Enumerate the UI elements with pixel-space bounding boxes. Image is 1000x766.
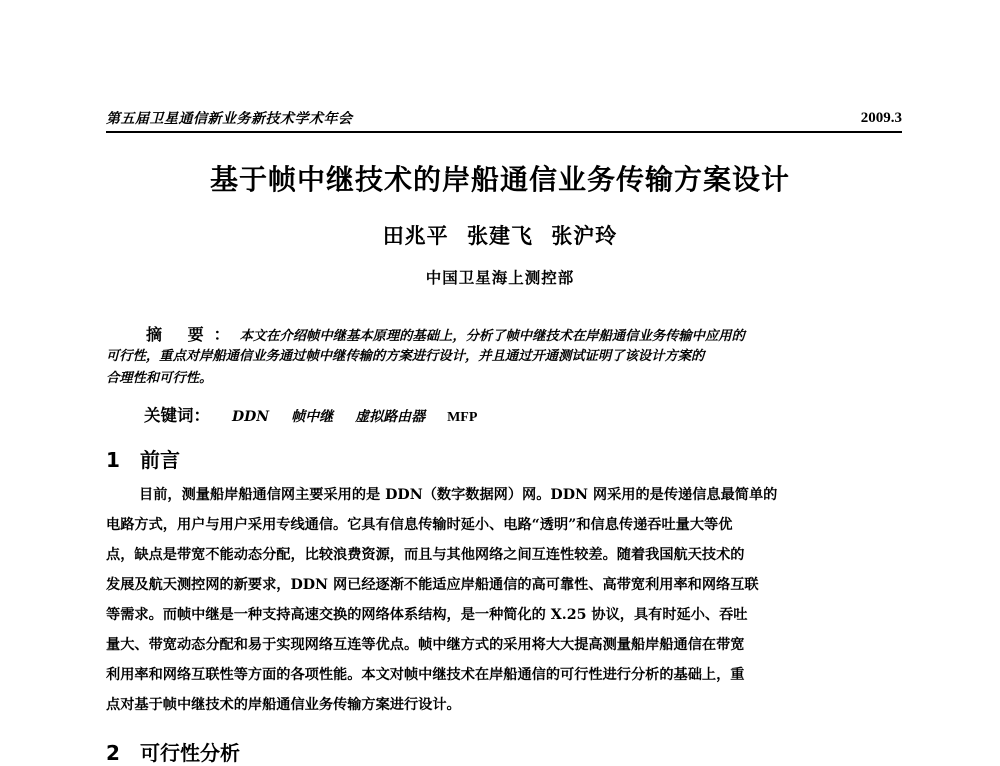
keywords bbox=[144, 402, 477, 426]
section-number: 2 bbox=[106, 741, 120, 765]
abstract bbox=[106, 324, 902, 390]
abstract-label: 摘 要： bbox=[146, 325, 240, 344]
running-header-conference: 第五届卫星通信新业务新技术学术年会 bbox=[106, 111, 353, 127]
abstract-line: 可行性，重点对岸船通信业务通过帧中继传输的方案进行设计，并且通过开通测试证明了该设计方案的 bbox=[106, 349, 705, 364]
section-heading-feasibility bbox=[106, 737, 240, 766]
abstract-line: 合理性和可行性。 bbox=[106, 371, 213, 386]
keyword: MFP bbox=[447, 410, 478, 425]
keyword: 帧中继 bbox=[291, 409, 334, 425]
section-body-introduction bbox=[106, 480, 902, 720]
body-line: 发展及航天测控网的新要求，DDN 网已经逐渐不能适应岸船通信的高可靠性、高带宽利用率和网络互联 bbox=[106, 577, 759, 593]
keyword: DDN bbox=[232, 409, 270, 425]
paper-authors: 田兆平 张建飞 张沪玲 bbox=[382, 223, 618, 248]
body-line: 点对基于帧中继技术的岸船通信业务传输方案进行设计。 bbox=[106, 697, 461, 713]
body-line: 利用率和网络互联性等方面的各项性能。本文对帧中继技术在岸船通信的可行性进行分析的基础上，重 bbox=[106, 667, 745, 683]
body-line: 点，缺点是带宽不能动态分配，比较浪费资源，而且与其他网络之间互连性较差。随着我国航天技术的 bbox=[106, 547, 745, 563]
body-line: 等需求。而帧中继是一种支持高速交换的网络体系结构，是一种简化的 X.25 协议，具有时延小、吞吐 bbox=[106, 607, 748, 623]
keywords-label: 关键词： bbox=[144, 406, 210, 425]
running-header-date: 2009.3 bbox=[860, 110, 902, 126]
body-line: 量大、带宽动态分配和易于实现网络互连等优点。帧中继方式的采用将大大提高测量船岸船通信在带宽 bbox=[106, 637, 745, 653]
section-number: 1 bbox=[106, 448, 120, 472]
section-title: 前言 bbox=[140, 448, 180, 472]
paper-affiliation: 中国卫星海上测控部 bbox=[425, 268, 575, 287]
abstract-line bbox=[106, 324, 902, 346]
paper-title: 基于帧中继技术的岸船通信业务传输方案设计 bbox=[209, 163, 790, 196]
keyword: 虚拟路由器 bbox=[355, 409, 426, 425]
section-title: 可行性分析 bbox=[140, 741, 240, 765]
body-line: 目前，测量船岸船通信网主要采用的是 DDN（数字数据网）网。DDN 网采用的是传递信息最简单的 bbox=[139, 487, 778, 503]
abstract-text: 本文在介绍帧中继基本原理的基础上，分析了帧中继技术在岸船通信业务传输中应用的 bbox=[239, 329, 745, 344]
section-heading-introduction bbox=[106, 444, 180, 473]
header-rule bbox=[106, 131, 902, 133]
body-line: 电路方式，用户与用户采用专线通信。它具有信息传输时延小、电路“透明”和信息传递吞吐量大等优 bbox=[106, 517, 733, 533]
